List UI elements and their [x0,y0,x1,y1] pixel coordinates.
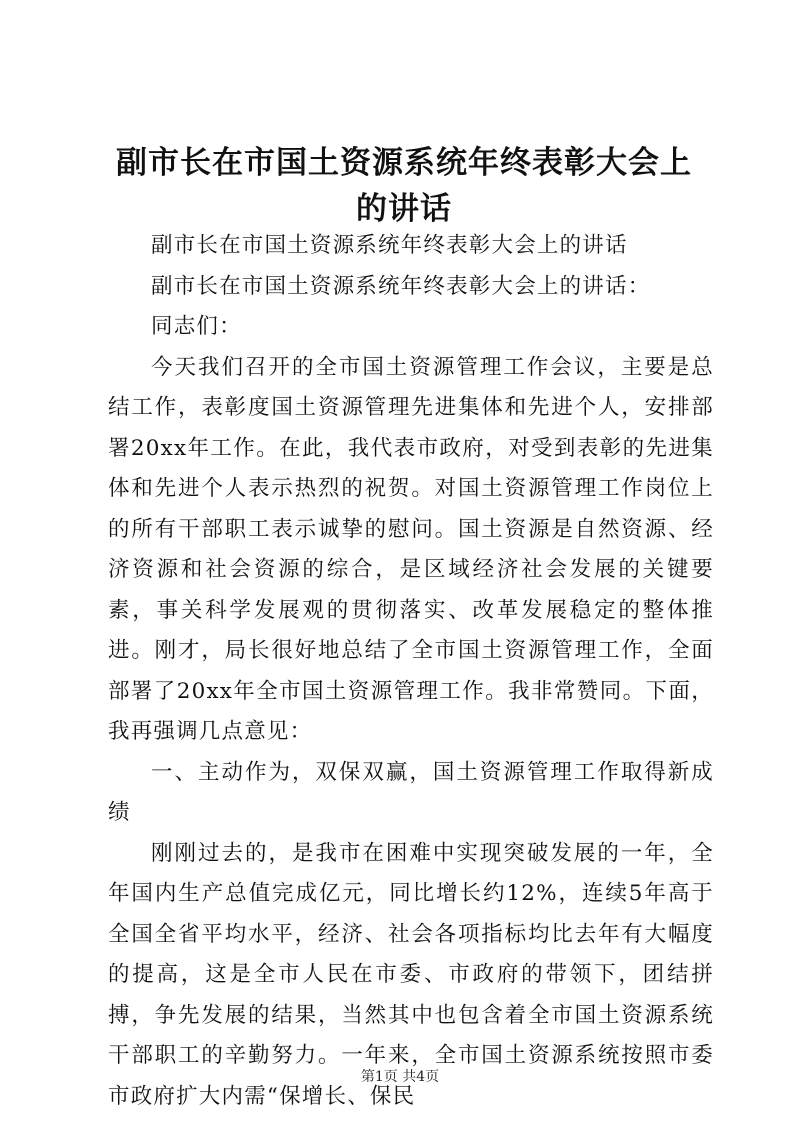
paragraph-section-1: 刚刚过去的，是我市在困难中实现突破发展的一年，全年国内生产总值完成亿元，同比增长约12%，连续5年高于全国全省平均水平，经济、社会各项指标均比去年有大幅度的提高，这是全市人民在市委、市政府的带领下，团结拼搏，争先发展的结果，当然其中也包含着全市国土资源系统干部职工的辛勤努力。一年来，全市国土资源系统按照市委市政府扩大内需“保增长、保民 [108,840,714,1109]
paragraph-salutation: 同志们： [151,314,242,339]
paragraph-heading: 副市长在市国土资源系统年终表彰大会上的讲话： [151,273,651,299]
document-title: 副市长在市国土资源系统年终表彰大会上的讲话 [116,145,692,227]
page-number-footer: 第1页 共4页 [360,1069,440,1085]
section-heading-1: 一、主动作为，双保双赢，国土资源管理工作取得新成绩 [108,759,714,825]
paragraph-subtitle: 副市长在市国土资源系统年终表彰大会上的讲话 [151,233,628,258]
paragraph-intro: 今天我们召开的全市国土资源管理工作会议，主要是总结工作，表彰度国土资源管理先进集体和先进个人，安排部署20xx年工作。在此，我代表市政府，对受到表彰的先进集体和先进个人表示热烈的祝贺。对国土资源管理工作岗位上的所有干部职工表示诚挚的慰问。国土资源是自然资源、经济资源和社会资源的综合，是区域经济社会发展的关键要素，事关科学发展观的贯彻落实、改革发展稳定的整体推进。刚才，局长很好地总结了全市国土资源管理工作，全面部署了20xx年全市国土资源管理工作。我非常赞同。下面，我再强调几点意见： [108,354,714,744]
document-body [108,226,714,1117]
